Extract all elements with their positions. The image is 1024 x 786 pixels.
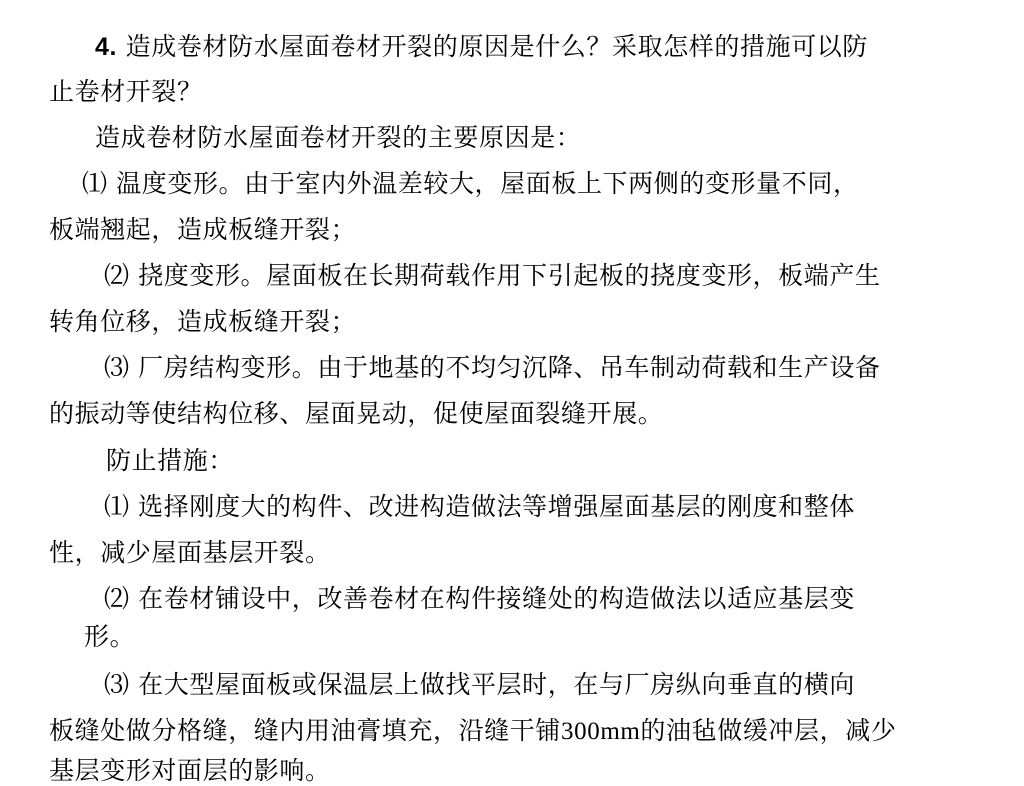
measure-3-line-2a: 板缝处做分格缝，缝内用油膏填充，沿缝干铺 [49,716,562,745]
cause-2-line-1: ⑵ 挠度变形。屋面板在长期荷载作用下引起板的挠度变形，板端产生 [104,261,881,290]
question-number: 4. [95,33,118,61]
measure-3-line-2c: 的油毡做缓冲层，减少 [640,716,897,745]
cause-1-line-2: 板端翘起，造成板缝开裂； [49,215,357,244]
measure-1-line-1: ⑴ 选择刚度大的构件、改进构造做法等增强屋面基层的刚度和整体 [104,492,855,521]
measure-3-line-2 [49,716,896,747]
measure-1-line-2: 性，减少屋面基层开裂。 [49,538,331,567]
measure-3-line-1: ⑶ 在大型屋面板或保温层上做找平层时，在与厂房纵向垂直的横向 [104,670,855,699]
measures-heading: 防止措施： [106,446,235,475]
cause-3-line-2: 的振动等使结构位移、屋面晃动，促使屋面裂缝开展。 [49,399,664,428]
cause-3-line-1: ⑶ 厂房结构变形。由于地基的不均匀沉降、吊车制动荷载和生产设备 [104,353,881,382]
measure-3-line-3: 基层变形对面层的影响。 [49,756,331,785]
cause-1-line-1: ⑴ 温度变形。由于室内外温差较大，屋面板上下两侧的变形量不同， [82,169,859,198]
measure-2-line-1: ⑵ 在卷材铺设中，改善卷材在构件接缝处的构造做法以适应基层变 [104,584,855,613]
causes-heading: 造成卷材防水屋面卷材开裂的主要原因是： [95,123,582,152]
measure-3-dimension: 300mm [561,718,641,745]
question-line-2: 止卷材开裂？ [49,77,203,106]
question-line-1 [95,32,868,62]
measure-2-line-2: 形。 [84,622,136,651]
question-text-1: 造成卷材防水屋面卷材开裂的原因是什么？采取怎样的措施可以防 [125,32,869,61]
cause-2-line-2: 转角位移，造成板缝开裂； [49,307,357,336]
